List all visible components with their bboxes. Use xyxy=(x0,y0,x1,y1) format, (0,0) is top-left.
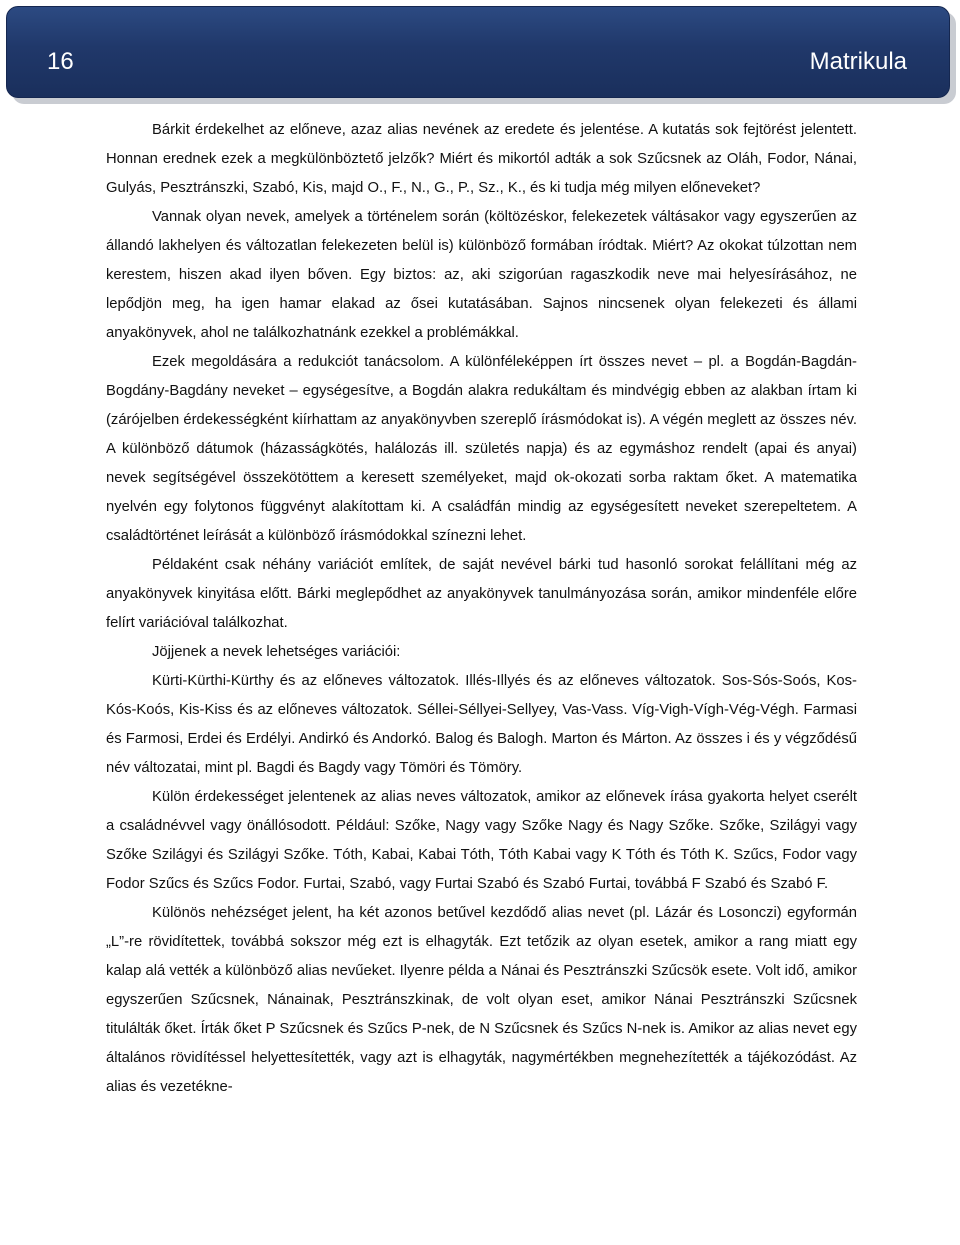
page-header xyxy=(6,6,950,98)
article-body xyxy=(106,116,857,1102)
paragraph-alias-origin: Bárkit érdekelhet az előneve, azaz alias nevének az eredete és jelentése. A kutatás sok fejtörést jelentett. Honnan erednek ezek a megkülönböztető jelzők? Miért és mikortól adták a sok Szűcsnek az Oláh, Fodor, Nánai, Gulyás, Pesztránszki, Szabó, Kis, majd O., F., N., G., P., Sz., K., és ki tudja még milyen előneveket? xyxy=(106,122,857,196)
paragraph-alias-variants: Külön érdekességet jelentenek az alias neves változatok, amikor az előnevek írása gyakorta helyet cserélt a családnévvel vagy önállósodott. Például: Szőke, Nagy vagy Szőke Nagy és Nagy Szőke. Szőke, Szilágyi vagy Szőke Szilágyi és Szilágyi Szőke. Tóth, Kabai, Kabai Tóth, Tóth Kabai vagy K Tóth és Tóth K. Szűcs, Fodor vagy Fodor Szűcs és Szűcs Fodor. Furtai, Szabó, vagy Furtai Szabó és Szabó Furtai, továbbá F Szabó és Szabó F. xyxy=(106,789,857,892)
paragraph-reduction-method: Ezek megoldására a redukciót tanácsolom. A különféleképpen írt összes nevet – pl. a Bogdán-Bagdán-Bogdány-Bagdány neveket – egységesítve, a Bogdán alakra redukáltam és mindvégig ebben az alakban írtam ki (zárójelben érdekességként kiírhattam az anyakönyvben szereplő írásmódokat is). A végén meglett az összes név. A különböző dátumok (házasságkötés, halálozás ill. születés napja) és az egymáshoz rendelt (apai és anyai) nevek segítségével összekötöttem a keresett személyeket, majd ok-okozati sorba raktam őket. A matematika nyelvén egy folytonos függvényt alakítottam ki. A családfán mindig az egységesített neveket szerepeltetem. A családtörténet leírását a különböző írásmódokkal színezni lehet. xyxy=(106,354,857,544)
paragraph-name-variants: Vannak olyan nevek, amelyek a történelem során (költözéskor, felekezetek váltásakor vagy egyszerűen az állandó lakhelyen és változatlan felekezeten belül is) különböző formában íródtak. Miért? Az okokat túlzottan nem kerestem, hiszen akad ilyen bőven. Egy biztos: az, aki szigorúan ragaszkodik neve mai helyesírásához, ne lepődjön meg, ha igen hamar elakad az ősei kutatásában. Sajnos nincsenek olyan felekezeti és állami anyakönyvek, ahol ne találkozhatnánk ezekkel a problémákkal. xyxy=(106,209,857,341)
running-title: Matrikula xyxy=(809,48,907,75)
paragraph-abbreviation-difficulty: Különös nehézséget jelent, ha két azonos betűvel kezdődő alias nevet (pl. Lázár és Losonczi) egyformán „L”-re rövidítettek, továbbá sokszor még ezt is elhagyták. Ezt tetőzik az olyan esetek, amikor a rang miatt egy kalap alá vették a különböző alias nevűeket. Ilyenre példa a Nánai és Pesztránszki Szűcsök esete. Volt idő, amikor egyszerűen Szűcsnek, Nánainak, Pesztránszkinak, de volt olyan eset, amikor Nánai Pesztránszki Szűcsnek titulálták őket. Írták őket P Szűcsnek és Szűcs P-nek, de N Szűcsnek és Szűcs N-nek is. Amikor az alias nevet egy általános rövidítéssel helyettesítették, vagy azt is elhagyták, nagymértékben megnehezítették a tájékozódást. Az alias és vezetékne- xyxy=(106,905,857,1095)
paragraph-examples-intro: Példaként csak néhány variációt említek, de saját nevével bárki tud hasonló sorokat felállítani még az anyakönyvek kinyitása előtt. Bárki meglepődhet az anyakönyvek tanulmányozása során, amikor mindenféle előre felírt variációval találkozhat. xyxy=(106,557,857,631)
paragraph-variation-list: Kürti-Kürthi-Kürthy és az előneves változatok. Illés-Illyés és az előneves változatok. Sos-Sós-Soós, Kos-Kós-Koós, Kis-Kiss és az előneves változatok. Séllei-Séllyei-Sellyey, Vas-Vass. Víg-Vigh-Vígh-Vég-Végh. Farmasi és Farmosi, Erdei és Erdélyi. Andirkó és Andorkó. Balog és Balogh. Marton és Márton. Az összes i és y végződésű név változatai, mint pl. Bagdi és Bagdy vagy Tömöri és Tömöry. xyxy=(106,673,857,776)
paragraph-variations-heading: Jöjjenek a nevek lehetséges variációi: xyxy=(152,644,401,660)
page-number: 16 xyxy=(47,48,74,75)
